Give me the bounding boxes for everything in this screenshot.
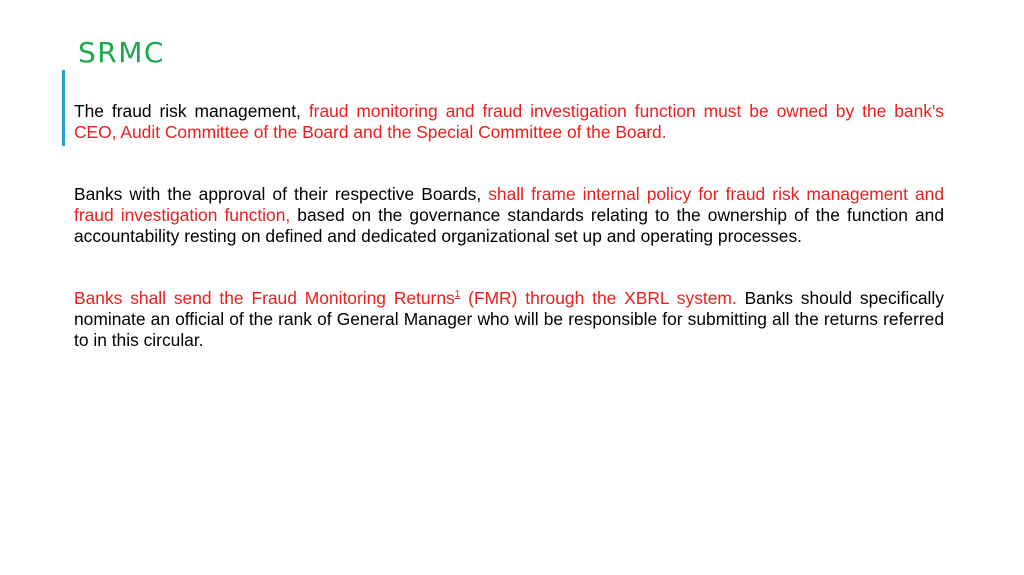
highlighted-text: shall frame internal policy for fraud risk management and fraud investigation function, xyxy=(74,184,945,225)
slide-body xyxy=(74,101,944,351)
text-segment: based on the governance standards relating to the ownership of the function and accountability resting on defined and dedicated organizational set up and operating processes. xyxy=(74,205,944,246)
accent-bar xyxy=(62,70,65,146)
highlighted-text: Banks shall send the Fraud Monitoring Returns xyxy=(74,288,455,308)
paragraph-fmr xyxy=(74,288,944,351)
text-segment: The fraud risk management, xyxy=(74,101,309,121)
footnote-link[interactable]: 1 xyxy=(454,289,461,301)
slide-title: SRMC xyxy=(78,36,165,69)
highlighted-text: (FMR) through the XBRL system. xyxy=(460,288,737,308)
text-segment: Banks with the approval of their respective Boards, xyxy=(74,184,489,204)
paragraph-ownership xyxy=(74,101,944,143)
text-segment: Banks should specifically nominate an official of the rank of General Manager who will be responsible for submitting all the returns referred to in this circular. xyxy=(74,288,944,350)
highlighted-text: fraud monitoring and fraud investigation function must be owned by the bank's CEO, Audit Committee of the Board and the Special Committee of the Board. xyxy=(74,101,944,142)
paragraph-policy xyxy=(74,184,944,247)
